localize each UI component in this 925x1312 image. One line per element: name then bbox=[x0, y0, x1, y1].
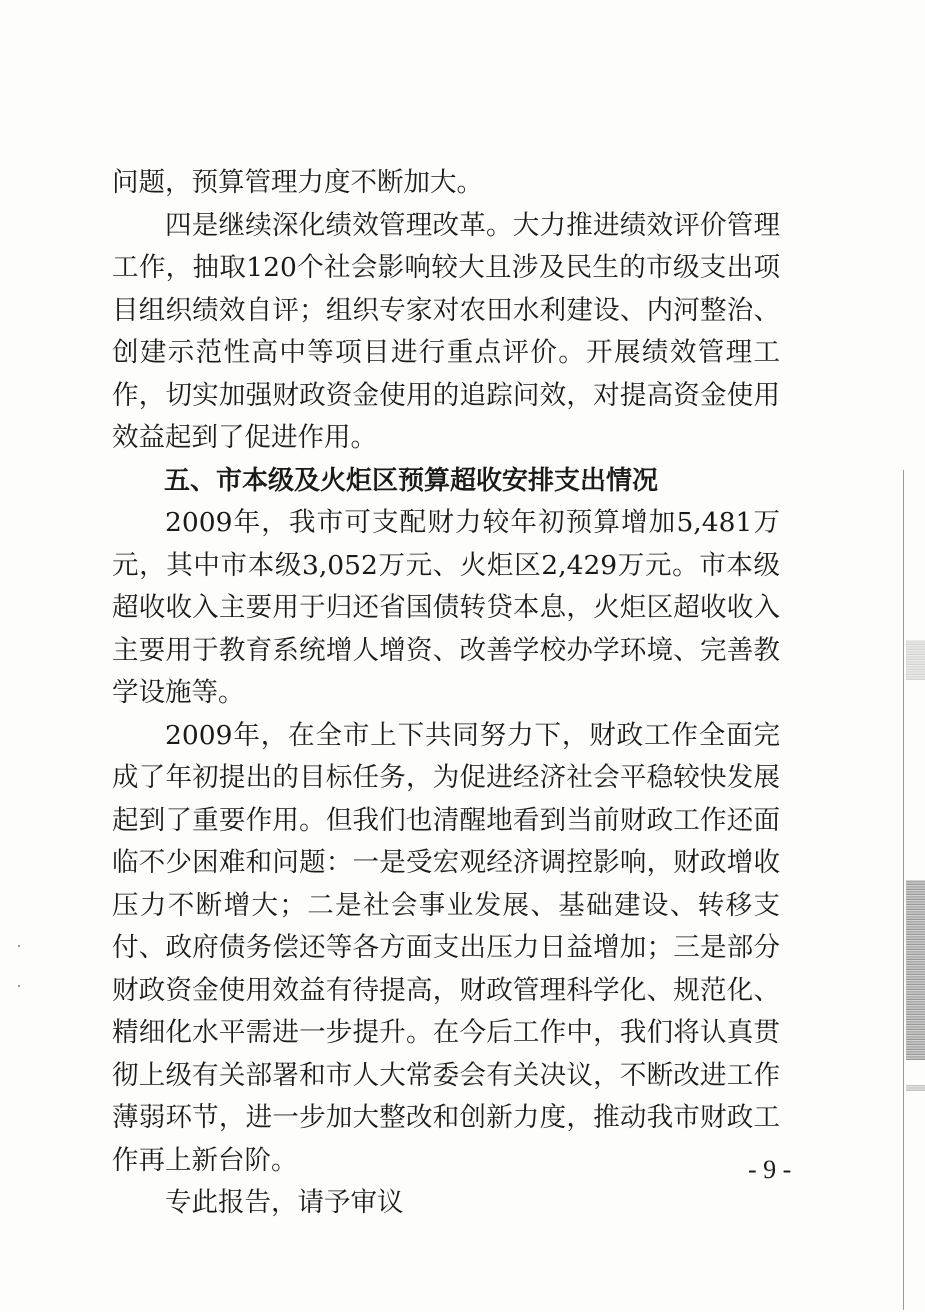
section-heading: 五、市本级及火炬区预算超收安排支出情况 bbox=[164, 465, 659, 496]
scan-speck bbox=[18, 945, 20, 947]
scan-noise-middle bbox=[906, 880, 925, 1060]
scan-edge-line bbox=[903, 470, 904, 1310]
scan-speck bbox=[18, 985, 20, 987]
paragraph-performance-reform: 四是继续深化绩效管理改革。大力推进绩效评价管理工作，抽取120个社会影响较大且涉及民生的市级支出项目组织绩效自评；组织专家对农田水利建设、内河整治、创建示范性高中等项目进行重点评价。开展绩效管理工作，切实加强财政资金使用的追踪问效，对提高资金使用效益起到了促进作用。 bbox=[112, 209, 780, 453]
paragraph-surplus-revenue: 2009年，我市可支配财力较年初预算增加5,481万元，其中市本级3,052万元、火炬区2,429万元。市本级超收收入主要用于归还省国债转贷本息，火炬区超收收入主要用于教育系统增人增资、改善学校办学环境、完善教学设施等。 bbox=[112, 507, 780, 708]
paragraph-continuation: 问题，预算管理力度不断加大。 bbox=[112, 167, 483, 198]
scan-noise-top bbox=[906, 640, 925, 680]
document-body bbox=[112, 162, 780, 1225]
paragraph-closing: 专此报告，请予审议 bbox=[165, 1187, 404, 1218]
page-number: - 9 - bbox=[748, 1155, 792, 1184]
scan-noise-bottom bbox=[906, 1085, 925, 1091]
paragraph-summary: 2009年，在全市上下共同努力下，财政工作全面完成了年初提出的目标任务，为促进经济社会平稳较快发展起到了重要作用。但我们也清醒地看到当前财政工作还面临不少困难和问题：一是受宏观经济调控影响，财政增收压力不断增大；二是社会事业发展、基础建设、转移支付、政府债务偿还等各方面支出压力日益增加；三是部分财政资金使用效益有待提高，财政管理科学化、规范化、精细化水平需进一步提升。在今后工作中，我们将认真贯彻上级有关部署和市人大常委会有关决议，不断改进工作薄弱环节，进一步加大整改和创新力度，推动我市财政工作再上新台阶。 bbox=[112, 719, 780, 1176]
